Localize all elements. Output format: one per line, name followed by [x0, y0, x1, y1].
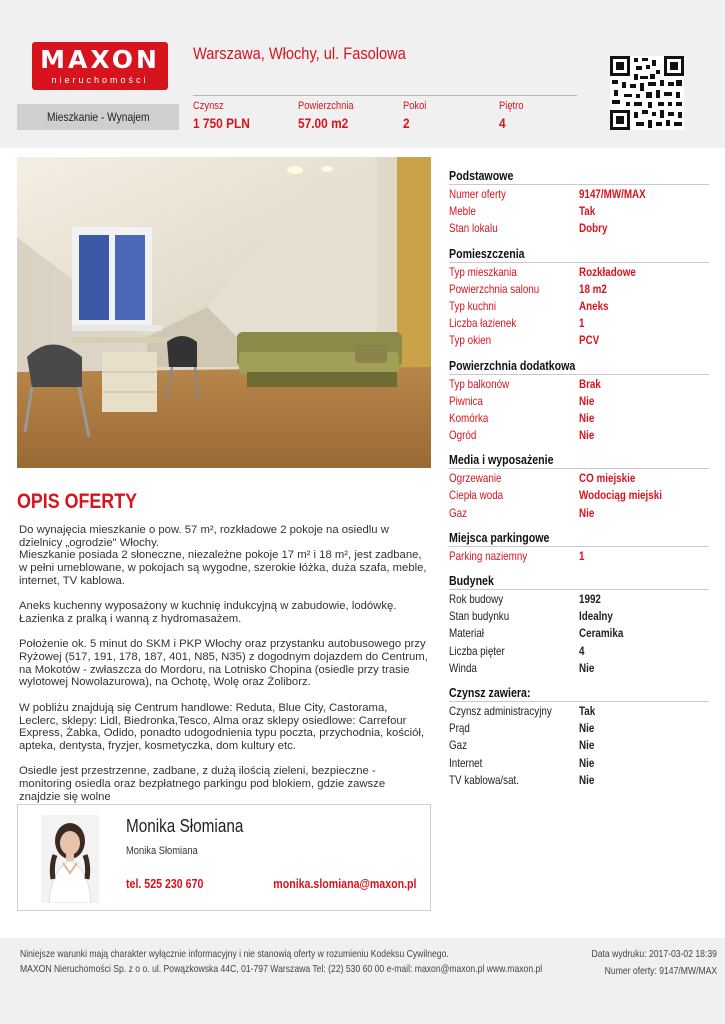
header — [0, 0, 725, 148]
detail-value: Nie — [579, 410, 595, 425]
detail-row — [449, 280, 709, 297]
detail-label: Typ okien — [449, 333, 492, 348]
detail-label: Stan budynku — [449, 609, 510, 624]
detail-value: Idealny — [579, 609, 613, 624]
property-address: Warszawa, Włochy, ul. Fasolowa — [193, 44, 406, 63]
detail-value: 9147/MW/MAX — [579, 187, 646, 201]
maxon-logo[interactable] — [32, 42, 168, 90]
stat-value: 1 750 PLN — [193, 115, 250, 131]
detail-row — [449, 263, 709, 280]
stat-label: Powierzchnia — [298, 100, 354, 112]
detail-row — [449, 426, 709, 443]
section-title: Miejsca parkingowe — [449, 530, 550, 545]
detail-row — [449, 504, 709, 521]
footer-company-info: MAXON Nieruchomości Sp. z o o. ul. Powązkowska 44C, 01-797 Warszawa Tel: (22) 530 60 00 e-mail: maxon@maxon.pl www.maxon.pl — [20, 963, 543, 975]
detail-row — [449, 702, 709, 719]
detail-value: Nie — [579, 772, 595, 787]
details-section — [449, 530, 709, 564]
detail-label: Stan lokalu — [449, 221, 498, 236]
detail-value: Nie — [579, 660, 595, 675]
description-paragraph: W pobliżu znajdują się Centrum handlowe: Reduta, Blue City, Castorama, Leclerc, sklepy: Lidl, Biedronka,Tesco, Alma oraz sklepy osiedlowe: Carrefour Express, Żabka, Odido, ponadto udogodnienia typu poczta, przychodnia, kościół, apteka, dentysta, fryzjer, kosmetyczka, dom kultury etc. — [19, 701, 425, 752]
detail-label: Ogród — [449, 428, 477, 443]
details-panel — [449, 168, 709, 797]
detail-row — [449, 771, 709, 788]
details-section — [449, 358, 709, 444]
detail-label: Liczba pięter — [449, 643, 505, 658]
detail-label: Gaz — [449, 505, 468, 520]
detail-value: Dobry — [579, 221, 608, 236]
stat-label: Pokoi — [403, 100, 427, 112]
offer-type-badge: Mieszkanie - Wynajem — [17, 104, 179, 130]
details-section — [449, 246, 709, 349]
detail-label: TV kablowa/sat. — [449, 772, 520, 787]
detail-value: Nie — [579, 755, 595, 770]
detail-value: Nie — [579, 738, 595, 753]
details-section — [449, 452, 709, 521]
detail-row — [449, 642, 709, 659]
detail-label: Powierzchnia salonu — [449, 281, 540, 296]
description-paragraph: Położenie ok. 5 minut do SKM i PKP Włochy oraz przystanku autobusowego przy Ryżowej (517, 191, 178, 187, 401, N85, N35) z dogodnym dojazdem do Centrum, na Mokotów - zwłaszcza do Mordoru, na Lotnisko Chopina (osiedle przy trasie wylotowej Nowolazurowa), na Ochotę, Wolę oraz Żoliborz. — [19, 638, 428, 689]
property-photo[interactable] — [17, 157, 431, 468]
stat-floor — [499, 100, 528, 131]
description-title: OPIS OFERTY — [17, 490, 138, 513]
header-divider — [193, 95, 577, 96]
detail-value: Tak — [579, 204, 596, 219]
description-paragraph: Aneks kuchenny wyposażony w kuchnię indukcyjną w zabudowie, lodówkę. Łazienka z pralką i wanną z hydromasażem. — [19, 600, 397, 625]
stat-value: 2 — [403, 115, 410, 131]
detail-label: Ciepła woda — [449, 488, 504, 503]
detail-label: Liczba łazienek — [449, 316, 517, 331]
logo-sub-text: nieruchomości — [51, 75, 149, 85]
footer — [0, 938, 725, 1024]
detail-row — [449, 409, 709, 426]
footer-offer-number: Numer oferty: 9147/MW/MAX — [604, 965, 717, 977]
stat-value: 57.00 m2 — [298, 115, 349, 131]
detail-row — [449, 624, 709, 641]
detail-row — [449, 331, 709, 348]
detail-label: Piwnica — [449, 393, 483, 408]
description-body — [19, 524, 429, 816]
stat-label: Piętro — [499, 100, 524, 112]
description-paragraph: Do wynajęcia mieszkanie o pow. 57 m², rozkładowe 2 pokoje na osiedlu w dzielnicy „ogrodzie" Włochy. Mieszkanie posiada 2 słoneczne, niezależne pokoje 17 m² i 18 m², jest zadbane, w pełni umeblowane, w pokojach są wygodne, szerokie łóżka, duża szafa, meble, internet, TV kablowa. — [19, 524, 427, 587]
detail-row — [449, 185, 709, 202]
detail-label: Ogrzewanie — [449, 471, 502, 486]
detail-row — [449, 297, 709, 314]
detail-row — [449, 736, 709, 753]
detail-row — [449, 375, 709, 392]
detail-value: Nie — [579, 428, 595, 443]
section-title: Podstawowe — [449, 169, 514, 183]
stat-value: 4 — [499, 115, 506, 131]
detail-label: Typ mieszkania — [449, 264, 517, 279]
detail-label: Czynsz administracyjny — [449, 703, 552, 718]
detail-value: 1 — [579, 316, 585, 331]
detail-label: Parking naziemny — [449, 548, 528, 563]
detail-row — [449, 659, 709, 676]
agent-name: Monika Słomiana — [126, 816, 244, 836]
detail-value: Nie — [579, 505, 595, 520]
detail-row — [449, 754, 709, 771]
detail-row — [449, 590, 709, 607]
section-title: Budynek — [449, 574, 494, 588]
agent-email-link[interactable]: monika.slomiana@maxon.pl — [272, 877, 416, 891]
detail-value: Nie — [579, 393, 595, 408]
detail-row — [449, 719, 709, 736]
stat-label: Czynsz — [193, 100, 224, 112]
detail-row — [449, 547, 709, 564]
footer-print-date: Data wydruku: 2017-03-02 18:39 — [591, 948, 717, 960]
section-title: Pomieszczenia — [449, 246, 525, 261]
detail-label: Komórka — [449, 410, 489, 425]
detail-label: Materiał — [449, 626, 485, 641]
detail-row — [449, 219, 709, 236]
qr-code-icon — [610, 56, 684, 130]
stat-area — [298, 100, 363, 131]
detail-value: Ceramika — [579, 626, 624, 641]
agent-subtitle: Monika Słomiana — [126, 845, 198, 857]
detail-row — [449, 469, 709, 486]
section-title: Czynsz zawiera: — [449, 685, 531, 700]
detail-label: Meble — [449, 204, 476, 219]
logo-main-text: MAXON — [40, 45, 160, 74]
agent-card — [17, 804, 431, 911]
detail-label: Prąd — [449, 721, 470, 736]
detail-row — [449, 314, 709, 331]
detail-label: Typ balkonów — [449, 376, 510, 391]
detail-value: PCV — [579, 333, 600, 348]
detail-row — [449, 202, 709, 219]
detail-label: Typ kuchni — [449, 298, 497, 313]
detail-label: Internet — [449, 755, 483, 770]
detail-value: Nie — [579, 721, 595, 736]
detail-value: Brak — [579, 376, 601, 391]
detail-row — [449, 607, 709, 624]
detail-value: 18 m2 — [579, 281, 607, 296]
description-paragraph: Osiedle jest przestrzenne, zadbane, z dużą ilością zieleni, bezpieczne - monitoring osiedla oraz bezpłatnego parkingu pod blokiem, gdzie zawsze znajdzie się wolne — [19, 765, 386, 803]
detail-row — [449, 392, 709, 409]
details-section — [449, 168, 709, 237]
detail-value: 1 — [579, 548, 585, 563]
detail-value: Rozkładowe — [579, 264, 636, 279]
detail-label: Winda — [449, 660, 477, 675]
detail-label: Numer oferty — [449, 187, 506, 201]
detail-value: 4 — [579, 643, 585, 658]
detail-value: Wodociąg miejski — [579, 488, 662, 503]
footer-disclaimer: Niniejsze warunki mają charakter wyłącznie informacyjny i nie stanowią oferty w rozumieniu Kodeksu Cywilnego. — [20, 948, 449, 960]
detail-value: Aneks — [579, 298, 609, 313]
avatar — [41, 815, 99, 903]
detail-label: Gaz — [449, 738, 468, 753]
agent-phone-link[interactable]: tel. 525 230 670 — [126, 877, 204, 891]
detail-row — [449, 486, 709, 503]
section-title: Media i wyposażenie — [449, 453, 554, 468]
section-title: Powierzchnia dodatkowa — [449, 358, 576, 373]
detail-value: Tak — [579, 703, 596, 718]
details-section — [449, 685, 709, 788]
stat-rooms — [403, 100, 431, 131]
details-section — [449, 573, 709, 676]
detail-value: 1992 — [579, 592, 601, 606]
stat-rent — [193, 100, 260, 131]
detail-label: Rok budowy — [449, 592, 504, 606]
detail-value: CO miejskie — [579, 471, 636, 486]
